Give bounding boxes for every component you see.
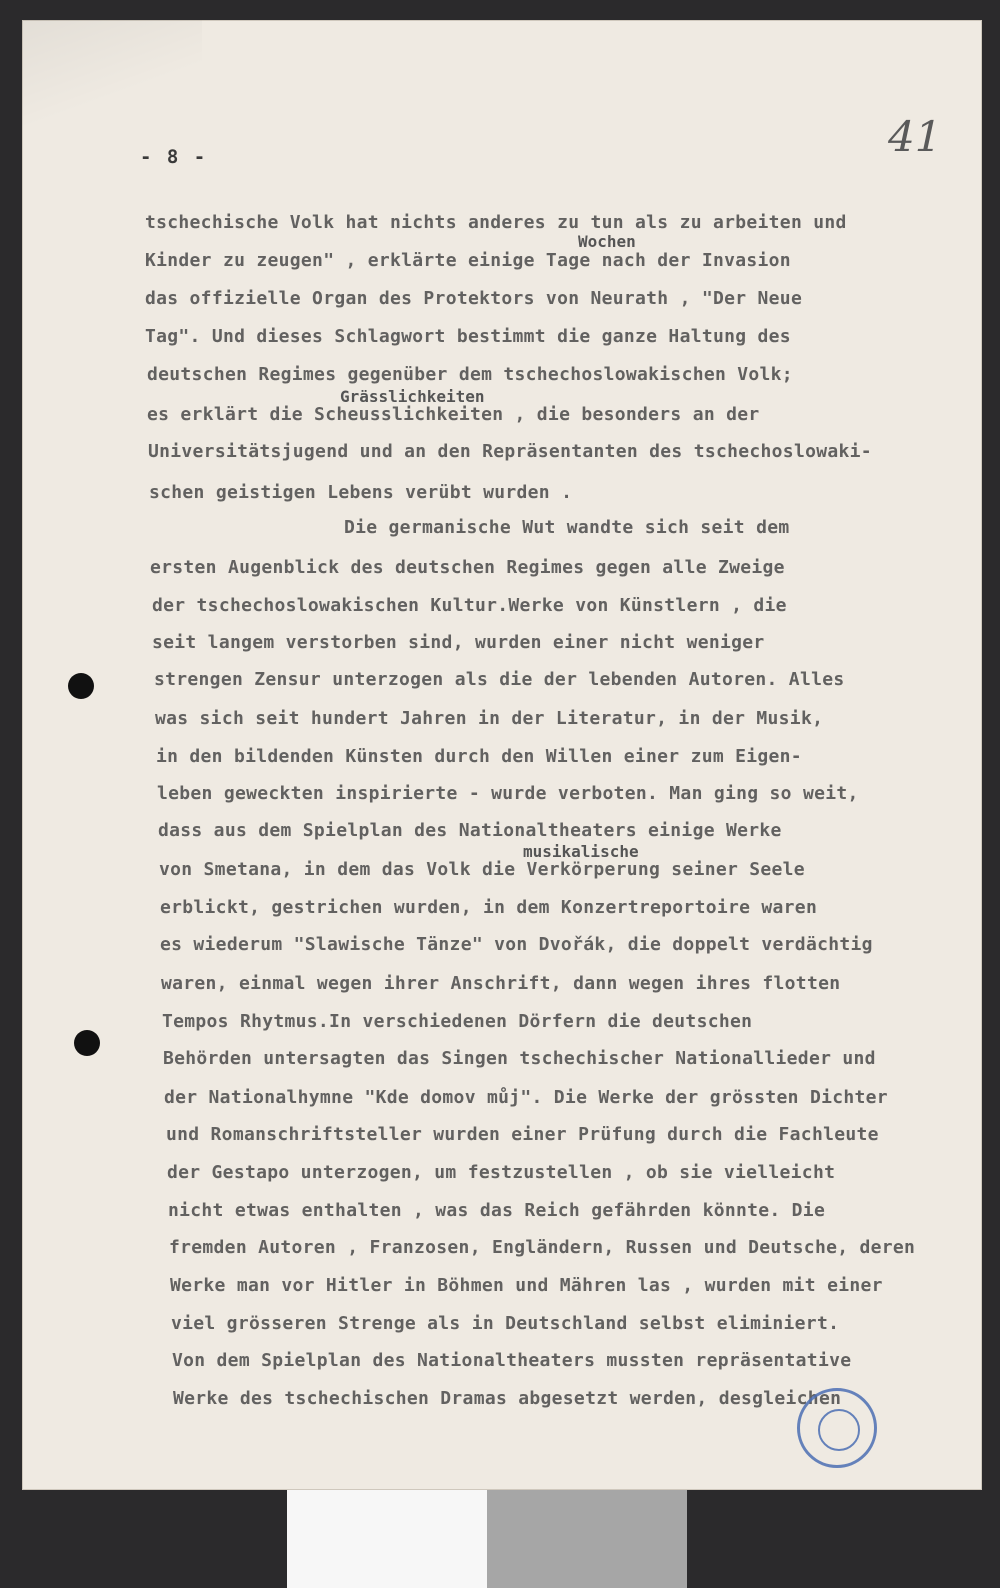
insert-graesslichkeiten: Grässlichkeiten [340,387,485,406]
text-line: der tschechoslowakischen Kultur.Werke von Künstlern , die [152,595,787,616]
text-line: waren, einmal wegen ihrer Anschrift, dann wegen ihres flotten [161,973,841,994]
insert-musikalische: musikalische [523,842,639,861]
text-line: Behörden untersagten das Singen tschechischer Nationallieder und [163,1048,876,1069]
handwritten-folio-number: 41 [882,112,947,161]
text-line: strengen Zensur unterzogen als die der lebenden Autoren. Alles [154,669,845,690]
text-line: erblickt, gestrichen wurden, in dem Konzertreportoire waren [160,897,818,918]
color-target-gray [487,1490,687,1588]
archive-stamp [797,1388,877,1468]
text-line: Tempos Rhytmus.In verschiedenen Dörfern die deutschen [162,1011,753,1032]
text-line: seit langem verstorben sind, wurden einer nicht weniger [152,632,765,653]
text-line: in den bildenden Künsten durch den Willen einer zum Eigen- [156,746,802,767]
text-line: schen geistigen Lebens verübt wurden . [149,482,573,503]
text-line: Werke man vor Hitler in Böhmen und Mähren las , wurden mit einer [170,1275,883,1296]
text-line: dass aus dem Spielplan des Nationaltheaters einige Werke [158,820,782,841]
text-line: es erklärt die Scheusslichkeiten , die besonders an der [147,404,760,425]
color-target-white [287,1490,487,1588]
text-line: leben geweckten inspirierte - wurde verboten. Man ging so weit, [157,783,859,804]
text-line: Von dem Spielplan des Nationaltheaters mussten repräsentative [172,1350,852,1371]
text-line: der Gestapo unterzogen, um festzustellen , ob sie vielleicht [167,1162,836,1183]
text-line: Kinder zu zeugen" , erklärte einige Tage nach der Invasion [145,250,791,271]
text-line: Tag". Und dieses Schlagwort bestimmt die ganze Haltung des [145,326,791,347]
text-line: deutschen Regimes gegenüber dem tschechoslowakischen Volk; [147,364,793,385]
text-line: von Smetana, in dem das Volk die Verkörperung seiner Seele [159,859,805,880]
punch-hole-top [68,673,94,699]
text-line: tschechische Volk hat nichts anderes zu tun als zu arbeiten und [145,212,847,233]
text-line: was sich seit hundert Jahren in der Literatur, in der Musik, [155,708,824,729]
text-line: fremden Autoren , Franzosen, Engländern, Russen und Deutsche, deren [169,1237,916,1258]
text-line: Die germanische Wut wandte sich seit dem [344,517,790,538]
insert-wochen: Wochen [578,232,636,251]
punch-hole-bottom [74,1030,100,1056]
text-line: der Nationalhymne "Kde domov můj". Die Werke der grössten Dichter [164,1087,888,1108]
text-line: es wiederum "Slawische Tänze" von Dvořák, die doppelt verdächtig [160,934,873,955]
text-line: und Romanschriftsteller wurden einer Prüfung durch die Fachleute [166,1124,879,1145]
text-line: Universitätsjugend und an den Repräsentanten des tschechoslowaki- [148,441,872,462]
text-line: ersten Augenblick des deutschen Regimes gegen alle Zweige [150,557,785,578]
text-line: Werke des tschechischen Dramas abgesetzt werden, desgleichen [173,1388,842,1409]
text-line: viel grösseren Strenge als in Deutschland selbst eliminiert. [171,1313,840,1334]
text-line: nicht etwas enthalten , was das Reich gefährden könnte. Die [168,1200,826,1221]
text-line: das offizielle Organ des Protektors von Neurath , "Der Neue [145,288,803,309]
page-number: - 8 - [140,146,208,168]
